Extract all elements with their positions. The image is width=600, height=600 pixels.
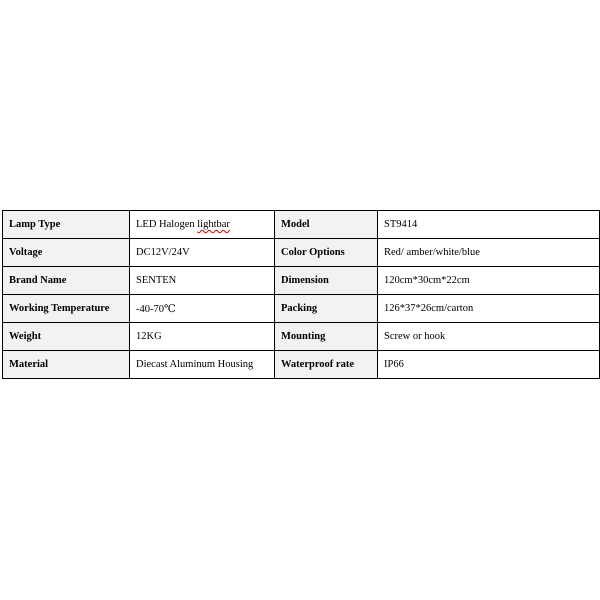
weight-label: Weight (3, 323, 130, 351)
lamp-type-value (130, 211, 275, 239)
waterproof-rate-label: Waterproof rate (275, 351, 378, 379)
model-value: ST9414 (378, 211, 600, 239)
dimension-value: 120cm*30cm*22cm (378, 267, 600, 295)
table-row (3, 211, 600, 239)
working-temperature-label: Working Temperature (3, 295, 130, 323)
mounting-value: Screw or hook (378, 323, 600, 351)
packing-label: Packing (275, 295, 378, 323)
lamp-type-value-text: LED Halogen (136, 219, 198, 230)
lamp-type-label: Lamp Type (3, 211, 130, 239)
model-label: Model (275, 211, 378, 239)
weight-value: 12KG (130, 323, 275, 351)
dimension-label: Dimension (275, 267, 378, 295)
color-options-label: Color Options (275, 239, 378, 267)
table-row (3, 323, 600, 351)
spellcheck-flagged-word: lightbar (197, 219, 230, 230)
waterproof-rate-value: IP66 (378, 351, 600, 379)
table-row (3, 295, 600, 323)
color-options-value: Red/ amber/white/blue (378, 239, 600, 267)
working-temperature-value: -40-70℃ (130, 295, 275, 323)
spec-table (2, 210, 600, 379)
table-row (3, 351, 600, 379)
voltage-label: Voltage (3, 239, 130, 267)
brand-name-label: Brand Name (3, 267, 130, 295)
table-row (3, 239, 600, 267)
material-value: Diecast Aluminum Housing (130, 351, 275, 379)
table-row (3, 267, 600, 295)
mounting-label: Mounting (275, 323, 378, 351)
brand-name-value: SENTEN (130, 267, 275, 295)
material-label: Material (3, 351, 130, 379)
voltage-value: DC12V/24V (130, 239, 275, 267)
packing-value: 126*37*26cm/carton (378, 295, 600, 323)
